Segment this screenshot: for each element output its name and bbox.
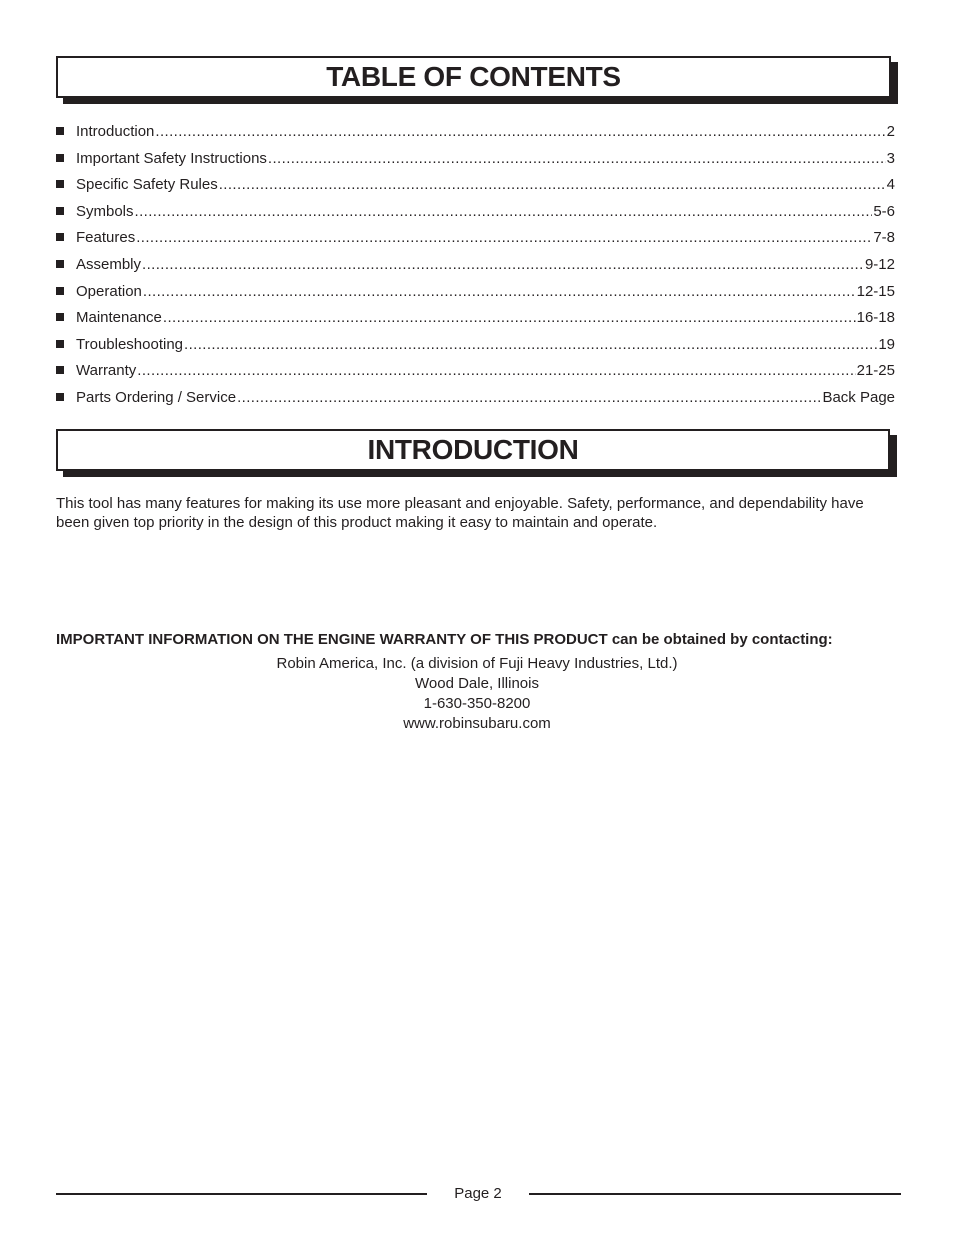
toc-leader-dots: [237, 388, 821, 408]
toc-item-label: Operation: [76, 282, 142, 300]
footer-rule-right: [529, 1193, 901, 1195]
square-bullet-icon: [56, 260, 64, 268]
toc-leader-dots: [135, 202, 873, 222]
toc-item: [56, 122, 895, 149]
toc-item: [56, 149, 895, 176]
engine-warranty-contact: [0, 654, 954, 734]
toc-leader-dots: [155, 122, 885, 142]
toc-list: [56, 122, 895, 415]
toc-leader-dots: [142, 255, 864, 275]
toc-item-page: 19: [878, 335, 895, 353]
toc-item-label: Introduction: [76, 123, 155, 140]
toc-leader-dots: [163, 308, 856, 328]
toc-item: [56, 175, 895, 202]
toc-item-label: Troubleshooting: [76, 335, 184, 353]
square-bullet-icon: [56, 340, 64, 348]
toc-item-page: 16-18: [856, 309, 895, 327]
toc-item-label: Important Safety Instructions: [76, 149, 267, 167]
toc-item-page: 9-12: [864, 255, 895, 273]
toc-item: [56, 228, 895, 255]
toc-item-page: 4: [886, 176, 895, 194]
toc-item: [56, 202, 895, 229]
toc-item-page: 7-8: [873, 229, 895, 247]
introduction-title: INTRODUCTION: [367, 434, 579, 465]
toc-leader-dots: [268, 149, 886, 169]
square-bullet-icon: [56, 313, 64, 321]
square-bullet-icon: [56, 233, 64, 241]
toc-item-label: Assembly: [76, 255, 142, 273]
toc-item-label: Features: [76, 229, 136, 247]
toc-leader-dots: [136, 228, 872, 248]
toc-item-label: Specific Safety Rules: [76, 176, 218, 194]
contact-location: Wood Dale, Illinois: [415, 675, 539, 692]
square-bullet-icon: [56, 393, 64, 401]
square-bullet-icon: [56, 207, 64, 215]
toc-leader-dots: [219, 175, 886, 195]
toc-item: [56, 335, 895, 362]
toc-item-page: 21-25: [856, 362, 895, 380]
square-bullet-icon: [56, 154, 64, 162]
toc-item: [56, 361, 895, 388]
contact-company: Robin America, Inc. (a division of Fuji Heavy Industries, Ltd.): [276, 655, 678, 672]
toc-item-page: 12-15: [856, 282, 895, 300]
toc-item-label: Warranty: [76, 362, 137, 380]
toc-leader-dots: [184, 335, 877, 355]
engine-warranty-heading: IMPORTANT INFORMATION ON THE ENGINE WARRANTY OF THIS PRODUCT can be obtained by contacting:: [56, 631, 833, 648]
toc-item: [56, 388, 895, 415]
contact-website: www.robinsubaru.com: [403, 715, 551, 732]
toc-item: [56, 282, 895, 309]
toc-item-page: 3: [886, 149, 895, 167]
square-bullet-icon: [56, 127, 64, 135]
toc-title: TABLE OF CONTENTS: [326, 61, 621, 92]
toc-item-label: Symbols: [76, 202, 134, 220]
footer-rule-left: [56, 1193, 427, 1195]
toc-item-page: 5-6: [873, 202, 895, 220]
square-bullet-icon: [56, 180, 64, 188]
toc-leader-dots: [137, 361, 855, 381]
contact-phone: 1-630-350-8200: [423, 695, 531, 712]
square-bullet-icon: [56, 287, 64, 295]
square-bullet-icon: [56, 366, 64, 374]
toc-item-page: Back Page: [822, 388, 895, 406]
toc-item: [56, 308, 895, 335]
toc-header-box: [56, 56, 891, 98]
toc-item: [56, 255, 895, 282]
toc-item-label: Parts Ordering / Service: [76, 388, 237, 406]
introduction-header-box: [56, 429, 890, 471]
toc-item-label: Maintenance: [76, 309, 162, 327]
page-number: Page 2: [454, 1185, 502, 1202]
introduction-body: This tool has many features for making its use more pleasant and enjoyable. Safety, performance, and dependability have been given top priority in the design of this product making it easy to maintain and operate.: [56, 495, 864, 531]
toc-item-page: 2: [886, 123, 895, 140]
toc-leader-dots: [143, 282, 856, 302]
